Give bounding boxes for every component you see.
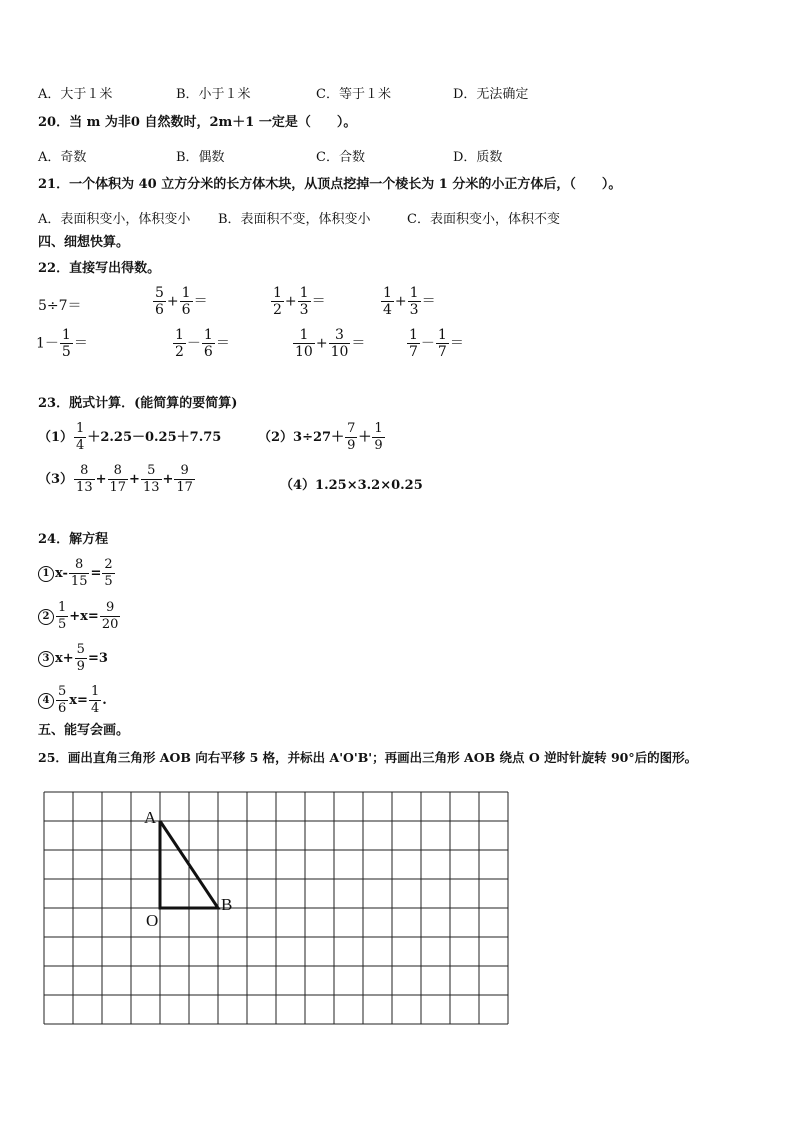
fraction: $\frac{1}{5}$ bbox=[61, 327, 71, 360]
q25-stem: 25．画出直角三角形 AOB 向右平移 5 格，并标出 A'O'B'；再画出三角形 AOB 绕点 O 逆时针旋转 90°后的图形。 bbox=[38, 750, 698, 765]
section-5-heading: 五、能写会画。 bbox=[38, 723, 130, 738]
fraction: $\frac{8}{17}$ bbox=[109, 463, 127, 495]
fraction: $\frac{5}{6}$ bbox=[58, 684, 67, 716]
q21-option-b[interactable]: B．表面积不变，体积变小 bbox=[218, 212, 371, 227]
fraction: $\frac{1}{9}$ bbox=[374, 421, 383, 453]
equals-sign: ＝ bbox=[351, 335, 366, 352]
fraction: $\frac{1}{4}$ bbox=[383, 285, 392, 318]
q24-equation-3: 3 x+ $\frac{5}{9}$ =3 bbox=[38, 642, 108, 675]
fraction: $\frac{8}{13}$ bbox=[76, 463, 93, 495]
circled-number-1: 1 bbox=[38, 566, 54, 582]
circled-number-2: 2 bbox=[38, 609, 54, 625]
q19-option-c[interactable]: C．等于１米 bbox=[316, 87, 391, 102]
fraction: $\frac{1}{5}$ bbox=[58, 600, 67, 632]
fraction: $\frac{9}{20}$ bbox=[101, 600, 119, 632]
operator: 1－ bbox=[36, 335, 59, 352]
q19-option-b[interactable]: B．小于１米 bbox=[176, 87, 251, 102]
q22-item-3 bbox=[270, 285, 326, 318]
q22-item-6 bbox=[172, 327, 230, 360]
fraction: $\frac{1}{2}$ bbox=[273, 285, 282, 318]
fraction: $\frac{1}{4}$ bbox=[90, 684, 100, 716]
q22-item-1 bbox=[38, 295, 82, 315]
fraction: $\frac{3}{10}$ bbox=[330, 327, 349, 360]
q20-option-b[interactable]: B．偶数 bbox=[176, 150, 225, 165]
q19-option-d[interactable]: D．无法确定 bbox=[453, 87, 529, 102]
q20-option-a[interactable]: A．奇数 bbox=[38, 150, 87, 165]
q23-stem: 23．脱式计算．(能简算的要简算) bbox=[38, 396, 238, 411]
operator: + bbox=[394, 293, 407, 310]
q22-stem: 22．直接写出得数。 bbox=[38, 261, 161, 276]
fraction: $\frac{7}{9}$ bbox=[347, 421, 356, 453]
equals-sign: ＝ bbox=[311, 293, 326, 310]
fraction: $\frac{5}{6}$ bbox=[155, 285, 164, 318]
fraction: $\frac{1}{4}$ bbox=[76, 421, 85, 453]
fraction: $\frac{1}{10}$ bbox=[295, 327, 313, 360]
grid-lines bbox=[44, 792, 508, 1024]
q23-part-4: （4）1.25×3.2×0.25 bbox=[280, 478, 423, 493]
q24-equation-1: 1 x- $\frac{8}{15}$ = $\frac{2}{5}$ bbox=[38, 557, 116, 590]
fraction: $\frac{1}{3}$ bbox=[299, 285, 309, 318]
q20-option-c[interactable]: C．合数 bbox=[316, 150, 365, 165]
operator: － bbox=[420, 335, 435, 352]
operator: + bbox=[166, 293, 179, 310]
equals-sign: ＝ bbox=[73, 335, 88, 352]
q22-item-4 bbox=[380, 285, 436, 318]
q22-item-8 bbox=[406, 327, 464, 360]
equals-sign: ＝ bbox=[193, 293, 208, 310]
q24-stem: 24．解方程 bbox=[38, 532, 109, 547]
q20-stem: 20．当 m 为非0 自然数时，2m＋1 一定是（ ）。 bbox=[38, 115, 357, 130]
equals-sign: ＝ bbox=[421, 293, 436, 310]
fraction: $\frac{8}{15}$ bbox=[70, 557, 88, 589]
fraction: $\frac{5}{13}$ bbox=[142, 463, 160, 495]
point-label-o: O bbox=[146, 911, 159, 930]
q23-part-2: （2）3÷27＋ $\frac{7}{9}$ ＋ $\frac{1}{9}$ bbox=[258, 421, 383, 453]
q22-item-5 bbox=[36, 327, 88, 360]
q21-option-c[interactable]: C．表面积变小，体积不变 bbox=[407, 212, 560, 227]
q21-stem: 21．一个体积为 40 立方分米的长方体木块，从顶点挖掉一个棱长为 1 分米的小正方体后，（ ）。 bbox=[38, 177, 622, 192]
fraction: $\frac{1}{6}$ bbox=[203, 327, 213, 360]
section-4-heading: 四、细想快算。 bbox=[38, 235, 130, 250]
equals-sign: ＝ bbox=[449, 335, 464, 352]
operator: + bbox=[315, 335, 328, 352]
q23-part-1: （1） $\frac{1}{4}$ ＋2.25－0.25＋7.75 bbox=[38, 421, 222, 453]
q22-item-7 bbox=[292, 327, 365, 360]
point-label-a: A bbox=[144, 808, 157, 827]
fraction: $\frac{1}{3}$ bbox=[409, 285, 419, 318]
point-label-b: B bbox=[221, 895, 233, 914]
operator: － bbox=[186, 335, 201, 352]
fraction: $\frac{5}{9}$ bbox=[76, 642, 85, 674]
q20-option-d[interactable]: D．质数 bbox=[453, 150, 503, 165]
fraction: $\frac{2}{5}$ bbox=[104, 557, 113, 589]
fraction: $\frac{1}{7}$ bbox=[437, 327, 447, 360]
circled-number-4: 4 bbox=[38, 693, 54, 709]
q22-item-1-text: 5÷7＝ bbox=[38, 298, 82, 314]
q22-item-2 bbox=[152, 285, 208, 318]
equals-sign: ＝ bbox=[215, 335, 230, 352]
q24-equation-4: 4 $\frac{5}{6}$ x= $\frac{1}{4}$ . bbox=[38, 684, 107, 717]
fraction: $\frac{1}{6}$ bbox=[181, 285, 191, 318]
drawing-grid[interactable] bbox=[43, 791, 513, 1027]
q23-part-3: （3） $\frac{8}{13}$ + $\frac{8}{17}$ + $\frac{5}{13}$ + $\frac{9}{17}$ bbox=[38, 463, 193, 495]
fraction: $\frac{1}{7}$ bbox=[409, 327, 418, 360]
q21-option-a[interactable]: A．表面积变小，体积变小 bbox=[38, 212, 191, 227]
operator: + bbox=[284, 293, 297, 310]
q19-option-a[interactable]: A．大于１米 bbox=[38, 87, 113, 102]
q24-equation-2: 2 $\frac{1}{5}$ +x= $\frac{9}{20}$ bbox=[38, 600, 121, 633]
fraction: $\frac{9}{17}$ bbox=[176, 463, 193, 495]
fraction: $\frac{1}{2}$ bbox=[175, 327, 184, 360]
circled-number-3: 3 bbox=[38, 651, 54, 667]
